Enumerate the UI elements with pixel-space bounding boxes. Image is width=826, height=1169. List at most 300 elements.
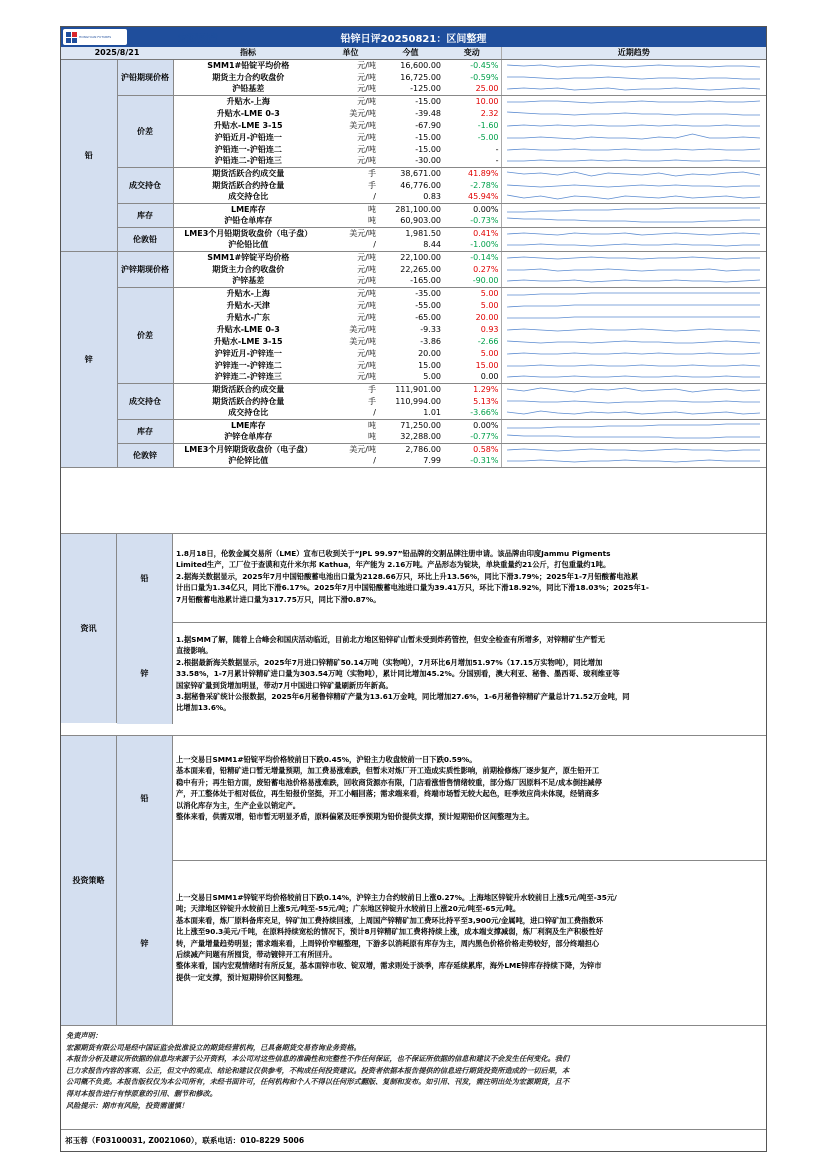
sparkline-path [507, 134, 760, 139]
trend-cell [501, 131, 766, 143]
sparkline [502, 72, 765, 83]
indicator-change: 10.00 [475, 96, 499, 106]
indicator-change: -3.66% [443, 407, 501, 419]
indicator-table [61, 47, 766, 468]
indicator-change: - [495, 144, 499, 154]
text-line: 上一交易日SMM1#锌锭平均价格较前日下跌0.14%，沪锌主力合约较前日上涨0.27%。上海地区锌锭升水较前日上涨5元/吨至-35元/ [176, 893, 617, 902]
trend-cell [501, 311, 766, 323]
indicator-unit: 元/吨 [357, 348, 376, 358]
trend-cell [501, 275, 766, 287]
divider [117, 622, 766, 623]
sparkline [502, 407, 765, 418]
text-line: 3.据秘鲁采矿统计公报数据，2025年6月秘鲁锌精矿产量为13.61万金吨，同比增加27.6%，1-6月秘鲁锌精矿产量总计71.52万金吨，同 [176, 692, 630, 702]
indicator-name: 升贴水-LME 3-15 [213, 120, 283, 130]
trend-cell [501, 95, 766, 107]
text-line: 国家锌矿量到货增加明显，带动7月中国进口锌矿量刷新历年新高。 [176, 680, 393, 690]
table-row [61, 203, 766, 215]
strategy-zinc-label: 锌 [117, 860, 173, 1026]
strategy-section [61, 735, 766, 1025]
indicator-value: 1.01 [378, 407, 443, 419]
text-line: 33.58%，1-7月累计锌精矿进口量为303.54万吨（实物吨），累计同比增加45.2%。分国别看，澳大利亚、秘鲁、墨西哥、玻利维亚等 [176, 669, 620, 679]
indicator-change: 25.00 [443, 83, 501, 95]
indicator-name: 沪锌仓单库存 [173, 431, 323, 443]
sparkline-path [507, 257, 760, 259]
indicator-name: 沪铅连二-沪铅连三 [173, 155, 323, 167]
indicator-value: 46,776.00 [400, 180, 441, 190]
indicator-value: -39.48 [415, 108, 441, 118]
sparkline [502, 132, 765, 143]
indicator-value: 2,786.00 [405, 444, 441, 454]
indicator-name: 升贴水-广东 [226, 312, 270, 322]
indicator-name: 沪铅仓单库存 [173, 215, 323, 227]
trend-cell [501, 455, 766, 467]
sparkline-path [507, 305, 760, 307]
indicator-change: -0.31% [443, 455, 501, 467]
indicator-change: 45.94% [443, 191, 501, 203]
indicator-value: -15.00 [415, 132, 441, 142]
text-line: 已力求报告内容的客观、公正，但文中的观点、结论和建议仅供参考，不构成任何投资建议。投资者依据本报告提供的信息进行期货投资所造成的一切后果，本 [66, 1065, 570, 1075]
sparkline-path [507, 365, 760, 366]
indicator-value: 5.00 [378, 371, 443, 383]
sparkline [502, 252, 765, 263]
trend-cell [501, 203, 766, 215]
group-label: 伦敦铅 [117, 227, 173, 251]
indicator-unit: 元/吨 [357, 72, 376, 82]
indicator-value: -65.00 [415, 312, 441, 322]
indicator-change: 0.27% [473, 264, 499, 274]
indicator-unit: 美元/吨 [349, 228, 376, 238]
indicator-change: -90.00 [443, 275, 501, 287]
indicator-change: -2.78% [470, 180, 499, 190]
indicator-unit: 元/吨 [357, 312, 376, 322]
text-line: 以消化库存为主，生产企业以销定产。 [176, 800, 301, 810]
sparkline [502, 264, 765, 275]
group-label: 沪铅期现价格 [117, 59, 173, 95]
sparkline-path [507, 88, 760, 90]
category-label: 铅 [61, 59, 117, 251]
sparkline-path [507, 218, 760, 222]
sparkline-path [507, 125, 760, 126]
table-row [61, 419, 766, 431]
table-row [61, 383, 766, 395]
indicator-value: -3.86 [420, 336, 441, 346]
indicator-change: 0.00 [443, 371, 501, 383]
group-label: 价差 [117, 95, 173, 167]
sparkline-path [507, 376, 760, 377]
sparkline [502, 324, 765, 335]
news-section [61, 533, 766, 723]
trend-cell [501, 419, 766, 431]
sparkline-path [507, 460, 760, 462]
text-line: 1.据SMM了解，随着上合峰会和国庆活动临近，目前北方地区铅锌矿山暂未受到炸药管控，但安全检查有所增多，对锌精矿生产暂无 [176, 635, 605, 644]
indicator-change: 15.00 [475, 360, 499, 370]
text-line: 整体来看，供需双增，铅市暂无明显矛盾，原料偏紧及旺季预期为铅价提供支撑，预计短期铅价区间整理为主。 [176, 812, 534, 822]
column-header-trend: 近期趋势 [501, 47, 766, 59]
trend-cell [501, 431, 766, 443]
strategy-zinc-text [176, 892, 764, 983]
column-header-indicator: 指标 [173, 47, 323, 59]
sparkline-path [507, 449, 760, 451]
trend-cell [501, 395, 766, 407]
sparkline-path [507, 353, 760, 354]
indicator-value: -165.00 [378, 275, 443, 287]
sparkline [502, 420, 765, 431]
text-line: 基本面来看，铅精矿进口暂无增量预期，加工费易涨难跌，但暂未对炼厂开工造成实质性影响，前期检修炼厂逐步复产，原生铅开工 [176, 766, 600, 776]
text-line: Limited生产，工厂位于查谟和克什米尔邦 Kathua，年产能为 2.16万吨。产品形态为锭块，单块重量约21公斤，打包重量约1吨。 [176, 560, 611, 570]
indicator-value: -125.00 [378, 83, 443, 95]
report-page [60, 26, 767, 1152]
indicator-value: 16,725.00 [400, 72, 441, 82]
indicator-name: 沪锌连一-沪锌连二 [214, 360, 282, 370]
author-contact: 祁玉蓉（F03100031, Z0021060），联系电话：010-8229 5006 [61, 1129, 766, 1151]
sparkline-path [507, 329, 760, 331]
sparkline [502, 83, 765, 94]
trend-cell [501, 443, 766, 455]
sparkline-path [507, 424, 760, 428]
text-line: 基本面来看，炼厂原料备库充足，锌矿加工费持续回涨，上周国产锌精矿加工费环比持平至3,900元/金属吨，进口锌矿加工费指数环 [176, 915, 604, 925]
sparkline [502, 384, 765, 395]
indicator-change: 2.32 [480, 108, 499, 118]
indicator-change: -1.60 [477, 120, 499, 130]
indicator-name: 期货活跃合约持仓量 [212, 180, 285, 190]
group-label: 库存 [117, 203, 173, 227]
group-label: 成交持仓 [117, 383, 173, 419]
report-title: 铅锌日评20250821：区间整理 [340, 34, 487, 45]
sparkline-path [507, 244, 760, 246]
text-line: 本报告分析及建议所依据的信息均来源于公开资料，本公司对这些信息的准确性和完整性不作任何保证，也不保证所依据的信息和建议不会发生任何变化。我们 [66, 1054, 570, 1064]
indicator-value: 71,250.00 [400, 420, 441, 430]
sparkline [502, 215, 765, 226]
sparkline [502, 288, 765, 299]
indicator-unit: 元/吨 [357, 300, 376, 310]
sparkline-path [507, 293, 760, 295]
text-line: 比增加13.6%。 [176, 703, 231, 713]
indicator-change: -0.59% [470, 72, 499, 82]
indicator-value: 32,288.00 [378, 431, 443, 443]
indicator-value: 22,265.00 [400, 264, 441, 274]
text-line: 1.8月18日，伦敦金属交易所（LME）宣布已收到关于“JPL 99.97”铅品牌的交割品牌注册申请。该品牌由印度Jammu Pigments [176, 549, 611, 558]
text-line: 转，产量增量趋势明显；需求端来看，上周锌价窄幅整理，下游多以消耗原有库存为主，周内黑色价格价格走势较好，部分终端担心 [176, 938, 600, 948]
disclaimer [61, 1025, 766, 1129]
text-line: 得对本报告进行有悖原意的引用、删节和修改。 [66, 1088, 217, 1098]
logo-text: 宏源期货 [178, 34, 218, 45]
news-lead-label: 铅 [117, 534, 173, 622]
indicator-name: 沪伦锌比值 [173, 455, 323, 467]
indicator-name: 沪铅近月-沪铅连一 [214, 132, 282, 142]
indicator-unit: 元/吨 [323, 275, 378, 287]
indicator-value: 0.83 [378, 191, 443, 203]
indicator-name: 期货活跃合约持仓量 [212, 396, 285, 406]
table-row [61, 251, 766, 263]
indicator-change: 5.00 [480, 348, 499, 358]
indicator-change: 0.00% [473, 204, 499, 214]
indicator-value: -15.00 [415, 144, 441, 154]
sparkline-path [507, 208, 760, 212]
indicator-name: 升贴水-LME 0-3 [216, 108, 280, 118]
indicator-unit: 吨 [323, 431, 378, 443]
indicator-value: -35.00 [415, 288, 441, 298]
indicator-unit: 元/吨 [357, 360, 376, 370]
trend-cell [501, 299, 766, 311]
trend-cell [501, 71, 766, 83]
trend-cell [501, 335, 766, 347]
indicator-unit: 元/吨 [323, 371, 378, 383]
sparkline [502, 144, 765, 155]
indicator-name: 升贴水-LME 3-15 [213, 336, 283, 346]
strategy-section-label: 投资策略 [61, 736, 117, 1025]
column-header-change: 变动 [443, 47, 501, 59]
trend-cell [501, 143, 766, 155]
indicator-value: 60,903.00 [378, 215, 443, 227]
indicator-unit: 美元/吨 [349, 336, 376, 346]
indicator-unit: 元/吨 [357, 288, 376, 298]
text-line: 计出口量为1.34亿只，同比下滑6.17%。2025年7月中国铅酸蓄电池进口量为39.41万只，环比下滑18.92%，同比下滑18.03%；2025年1- [176, 583, 649, 593]
indicator-change: -0.14% [470, 252, 499, 262]
divider [117, 860, 766, 861]
indicator-name: 升贴水-上海 [226, 96, 270, 106]
indicator-unit: 元/吨 [357, 60, 376, 70]
trend-cell [501, 371, 766, 383]
indicator-change: 0.93 [480, 324, 499, 334]
text-line: 稳中有升；再生铅方面，废铅蓄电池价格易涨难跌，回收商货源亦有限，门店看涨惜售情绪较重，部分炼厂因原料不足/成本倒挂减停 [176, 777, 602, 787]
table-row [61, 443, 766, 455]
sparkline [502, 168, 765, 179]
table-row [61, 59, 766, 71]
trend-cell [501, 239, 766, 251]
sparkline-path [507, 149, 760, 150]
indicator-value: 15.00 [418, 360, 441, 370]
table-row [61, 287, 766, 299]
group-label: 成交持仓 [117, 167, 173, 203]
text-line: 产，开工整体处于相对低位，再生铅报价坚挺，开工小幅回落；需求端来看，终端市场暂无较大起色，旺季效应尚未体现，经销商多 [176, 789, 600, 799]
indicator-unit: 美元/吨 [349, 444, 376, 454]
indicator-change: - [443, 155, 501, 167]
trend-cell [501, 179, 766, 191]
indicator-change: -5.00 [477, 132, 499, 142]
sparkline [502, 300, 765, 311]
trend-cell [501, 119, 766, 131]
text-line: 2.据海关数据显示，2025年7月中国铅酸蓄电池出口量为2128.66万只，环比上升13.56%，同比下滑3.79%；2025年1-7月铅酸蓄电池累 [176, 571, 639, 581]
sparkline [502, 120, 765, 131]
text-line: 比上涨至90.3美元/千吨，在原料持续宽松的情况下，预计8月锌精矿加工费将持续上涨，成本端支撑减弱，炼厂利润及生产积极性好 [176, 927, 604, 937]
trend-cell [501, 407, 766, 419]
news-zinc-text [176, 634, 764, 714]
indicator-value: -67.90 [415, 120, 441, 130]
indicator-unit: 元/吨 [357, 96, 376, 106]
indicator-change: -0.45% [470, 60, 499, 70]
sparkline [502, 204, 765, 215]
indicator-change: 5.00 [480, 288, 499, 298]
text-line: 上一交易日SMM1#铅锭平均价格较前日下跌0.45%，沪铅主力收盘较前一日下跌0.59%。 [176, 755, 477, 764]
sparkline-path [507, 341, 760, 343]
indicator-name: 期货活跃合约成交量 [212, 168, 285, 178]
strategy-lead-text [176, 754, 764, 822]
text-line: 直接影响。 [176, 646, 213, 656]
indicator-name: 沪锌基差 [173, 275, 323, 287]
sparkline [502, 360, 765, 371]
indicator-name: SMM1#锌锭平均价格 [207, 252, 290, 262]
sparkline-path [507, 280, 760, 282]
sparkline [502, 336, 765, 347]
indicator-value: 22,100.00 [400, 252, 441, 262]
indicator-unit: 元/吨 [357, 252, 376, 262]
sparkline-path [507, 101, 760, 103]
text-line: 风险提示：期市有风险，投资需谨慎！ [66, 1100, 189, 1110]
sparkline [502, 431, 765, 442]
indicator-unit: 手 [368, 180, 376, 190]
sparkline [502, 444, 765, 455]
indicator-value: 7.99 [378, 455, 443, 467]
news-lead-text [176, 548, 764, 605]
trend-cell [501, 107, 766, 119]
indicator-change: 0.00% [473, 420, 499, 430]
table-row [61, 167, 766, 179]
indicator-value: 281,100.00 [395, 204, 441, 214]
sparkline [502, 348, 765, 359]
indicator-name: 期货活跃合约成交量 [212, 384, 285, 394]
trend-cell [501, 287, 766, 299]
indicator-unit: 手 [368, 168, 376, 178]
indicator-name: 沪铅基差 [173, 83, 323, 95]
indicator-change: 0.41% [473, 228, 499, 238]
indicator-unit: 手 [368, 396, 376, 406]
sparkline [502, 60, 765, 71]
indicator-name: LME3个月铅期货收盘价（电子盘） [184, 228, 313, 238]
indicator-value: -15.00 [415, 96, 441, 106]
text-line: 2.根据最新海关数据显示，2025年7月进口锌精矿50.14万吨（实物吨），7月环比6月增加51.97%（17.15万实物吨），同比增加 [176, 657, 603, 667]
sparkline [502, 96, 765, 107]
column-header-value: 今值 [378, 47, 443, 59]
trend-cell [501, 59, 766, 71]
indicator-unit: 手 [368, 384, 376, 394]
trend-cell [501, 263, 766, 275]
sparkline-path [507, 317, 760, 318]
indicator-name: 升贴水-天津 [226, 300, 270, 310]
sparkline [502, 371, 765, 382]
indicator-change: -1.00% [443, 239, 501, 251]
indicator-name: 升贴水-上海 [226, 288, 270, 298]
trend-cell [501, 323, 766, 335]
column-header-unit: 单位 [323, 47, 378, 59]
text-line: 整体来看，国内宏观情绪时有所反复，基本面锌市收、锭双增，需求则处于淡季，库存延续累库，海外LME锌库存持续下降，为锌市 [176, 961, 602, 971]
indicator-unit: 美元/吨 [349, 324, 376, 334]
sparkline [502, 108, 765, 119]
sparkline [502, 180, 765, 191]
trend-cell [501, 251, 766, 263]
group-label: 库存 [117, 419, 173, 443]
indicator-name: LME库存 [230, 420, 266, 430]
text-line: 宏源期货有限公司是经中国证监会批准设立的期货经营机构，已具备期货交易咨询业务资格。 [66, 1042, 361, 1052]
sparkline-path [507, 233, 760, 235]
sparkline-path [507, 388, 760, 392]
text-line: 7月铅酸蓄电池累计进口量为317.75万只，同比下滑0.87%。 [176, 594, 381, 604]
indicator-value: 111,901.00 [395, 384, 441, 394]
text-line: 吨；天津地区锌锭升水较前日上涨5元/吨至-55元/吨；广东地区锌锭升水较前日上涨20元/吨至-65元/吨。 [176, 904, 521, 914]
indicator-name: 沪伦铅比值 [173, 239, 323, 251]
indicator-value: 16,600.00 [400, 60, 441, 70]
indicator-change: -2.66 [477, 336, 499, 346]
trend-cell [501, 167, 766, 179]
indicator-change: 5.00 [480, 300, 499, 310]
indicator-unit: 美元/吨 [349, 120, 376, 130]
sparkline [502, 228, 765, 239]
logo-subtext: HONGYUAN FUTURES [79, 35, 112, 39]
trend-cell [501, 215, 766, 227]
indicator-name: 沪锌连二-沪锌连三 [173, 371, 323, 383]
indicator-value: 38,671.00 [400, 168, 441, 178]
indicator-name: SMM1#铅锭平均价格 [207, 60, 290, 70]
group-label: 沪锌期现价格 [117, 251, 173, 287]
indicator-value: 110,994.00 [395, 396, 441, 406]
indicator-change: 5.13% [473, 396, 499, 406]
indicator-name: 期货主力合约收盘价 [212, 264, 285, 274]
indicator-name: 沪锌近月-沪锌连一 [214, 348, 282, 358]
indicator-change: 41.89% [467, 168, 499, 178]
indicator-value: -30.00 [378, 155, 443, 167]
trend-cell [501, 155, 766, 167]
sparkline-path [507, 269, 760, 271]
indicator-name: LME库存 [230, 204, 266, 214]
sparkline [502, 155, 765, 166]
table-row [61, 227, 766, 239]
table-row [61, 95, 766, 107]
trend-cell [501, 359, 766, 371]
category-label: 锌 [61, 251, 117, 467]
report-header [61, 27, 766, 47]
sparkline [502, 191, 765, 202]
indicator-unit: 元/吨 [357, 144, 376, 154]
indicator-unit: 元/吨 [357, 132, 376, 142]
news-zinc-label: 锌 [117, 622, 173, 724]
text-line: 公司概不负责。本报告版权仅为本公司所有，未经书面许可，任何机构和个人不得以任何形式翻版、复制和发布。如引用、刊发，需注明出处为宏源期货，且不 [66, 1077, 570, 1087]
trend-cell [501, 347, 766, 359]
sparkline-path [507, 65, 760, 67]
indicator-unit: 吨 [368, 204, 376, 214]
group-label: 价差 [117, 287, 173, 383]
text-line: 后续减产问题有所囤货，带动镀锌开工有所回升。 [176, 950, 337, 960]
indicator-unit: / [323, 455, 378, 467]
sparkline-path [507, 160, 760, 161]
indicator-name: 期货主力合约收盘价 [212, 72, 285, 82]
indicator-change: -0.73% [443, 215, 501, 227]
indicator-name: 升贴水-LME 0-3 [216, 324, 280, 334]
text-line: 提供一定支撑，预计短期锌价区间整理。 [176, 972, 308, 982]
news-section-label: 资讯 [61, 534, 117, 723]
indicator-name: 成交持仓比 [173, 191, 323, 203]
indicator-value: -55.00 [415, 300, 441, 310]
indicator-unit: 元/吨 [357, 264, 376, 274]
indicator-change: 20.00 [475, 312, 499, 322]
indicator-unit: / [323, 191, 378, 203]
indicator-value: 8.44 [378, 239, 443, 251]
sparkline [502, 312, 765, 323]
trend-cell [501, 191, 766, 203]
report-date: 2025/8/21 [61, 47, 173, 59]
indicator-unit: 元/吨 [323, 83, 378, 95]
sparkline [502, 396, 765, 407]
indicator-value: 1,981.50 [405, 228, 441, 238]
sparkline [502, 455, 765, 466]
text-line: 免责声明： [66, 1031, 102, 1040]
indicator-value: 20.00 [418, 348, 441, 358]
sparkline-path [507, 195, 760, 199]
group-label: 伦敦锌 [117, 443, 173, 467]
indicator-unit: / [323, 239, 378, 251]
indicator-unit: 元/吨 [323, 155, 378, 167]
indicator-change: -0.77% [443, 431, 501, 443]
indicator-unit: 吨 [368, 420, 376, 430]
indicator-name: LME3个月锌期货收盘价（电子盘） [184, 444, 313, 454]
